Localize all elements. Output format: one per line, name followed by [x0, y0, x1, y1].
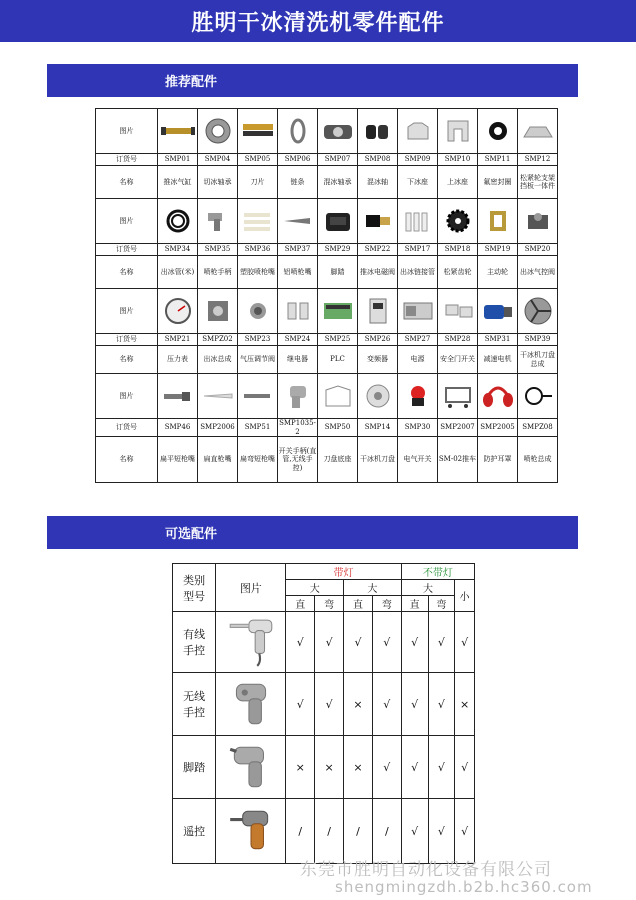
availability-mark: √ [455, 612, 475, 673]
disc-icon [520, 297, 556, 325]
part-image-cell [278, 199, 318, 244]
part-image-cell [438, 109, 478, 154]
part-image-cell [238, 374, 278, 419]
part-name: 松紧轮支架挡板一体件 [518, 166, 558, 199]
availability-mark: √ [372, 673, 401, 736]
part-image-cell [318, 109, 358, 154]
availability-mark: √ [286, 673, 315, 736]
disc-base-icon [320, 382, 356, 410]
pedal-gun-icon [223, 741, 279, 793]
part-code: SMP06 [278, 154, 318, 166]
part-image-cell [278, 109, 318, 154]
option-row [173, 673, 475, 736]
part-code: SMP30 [398, 419, 438, 437]
image-row [96, 109, 558, 154]
option-type-cell [173, 612, 216, 673]
option-row [173, 736, 475, 799]
name-row [96, 437, 558, 483]
part-image-cell [478, 109, 518, 154]
part-name: 减速电机 [478, 346, 518, 374]
part-image-cell [198, 109, 238, 154]
part-code: SMP51 [238, 419, 278, 437]
part-code: SMP1035-2 [279, 419, 316, 436]
option-image-cell [216, 736, 286, 799]
name-row [96, 166, 558, 199]
row-label-name: 名称 [96, 256, 158, 289]
part-code: SMP09 [398, 154, 438, 166]
corner-label-model: 型号 [183, 589, 206, 603]
part-image-cell [278, 374, 318, 419]
without-light-small: 小 [455, 580, 475, 612]
availability-mark: √ [372, 612, 401, 673]
switch-icon [440, 297, 476, 325]
part-image-cell [198, 374, 238, 419]
part-name: 喷枪总成 [518, 437, 558, 483]
row-label-image: 图片 [96, 109, 158, 154]
plc-icon [320, 297, 356, 325]
part-image-cell [478, 374, 518, 419]
name-row [96, 256, 558, 289]
row-label-image: 图片 [96, 374, 158, 419]
bearing-icon [200, 117, 236, 145]
part-name: 脚踏 [318, 256, 358, 289]
code-row [96, 334, 558, 346]
image-row [96, 199, 558, 244]
with-light-large-2: 大 [344, 580, 402, 596]
hose-icon [160, 207, 196, 235]
part-name: 安全门开关 [438, 346, 478, 374]
col-straight: 直 [286, 596, 315, 612]
part-image-cell [358, 374, 398, 419]
remote-gun-icon [223, 805, 279, 857]
availability-mark: √ [455, 736, 475, 799]
page-title: 胜明干冰清洗机零件配件 [0, 0, 636, 42]
part-code: SMP20 [518, 244, 558, 256]
availability-mark: √ [428, 799, 455, 864]
col-bent: 弯 [428, 596, 455, 612]
part-name: 松紧齿轮 [438, 256, 478, 289]
part-code: SMP18 [438, 244, 478, 256]
option-type-cell [173, 673, 216, 736]
part-code: SMP2006 [198, 419, 238, 437]
part-code: SMP2005 [478, 419, 518, 437]
part-name: 气压调节阀 [238, 346, 278, 374]
part-name: 喷枪手柄 [198, 256, 238, 289]
availability-mark: √ [286, 612, 315, 673]
col-straight: 直 [401, 596, 428, 612]
part-name: 扁平短枪嘴 [158, 437, 198, 483]
part-image-cell [238, 199, 278, 244]
part-image-cell [198, 199, 238, 244]
row-label-name: 名称 [96, 437, 158, 483]
part-name: 刀片 [238, 166, 278, 199]
cart-icon [440, 382, 476, 410]
part-code: SMP36 [238, 244, 278, 256]
part-code: SMP2007 [438, 419, 478, 437]
part-name: 链条 [278, 166, 318, 199]
part-name: 上冰座 [438, 166, 478, 199]
part-name: 防护耳罩 [478, 437, 518, 483]
part-image-cell [318, 289, 358, 334]
blade-disc-icon [360, 382, 396, 410]
part-code: SMP27 [398, 334, 438, 346]
part-name: 继电器 [278, 346, 318, 374]
row-label-code: 订货号 [96, 244, 158, 256]
part-name: 切冰轴承 [198, 166, 238, 199]
with-light-header: 带灯 [286, 564, 401, 580]
wired-gun-icon [223, 616, 279, 668]
availability-mark: √ [344, 612, 373, 673]
part-name: 压力表 [158, 346, 198, 374]
part-name: 下冰座 [398, 166, 438, 199]
image-row [96, 289, 558, 334]
aluminum-nozzle-icon [280, 207, 316, 235]
availability-mark: × [455, 673, 475, 736]
part-image-cell [518, 199, 558, 244]
availability-mark: √ [401, 799, 428, 864]
handle-icon [200, 207, 236, 235]
motor-icon [480, 297, 516, 325]
earmuffs-icon [480, 382, 516, 410]
part-name: 刀盘底座 [318, 437, 358, 483]
part-image-cell [478, 289, 518, 334]
watermark-url: shengmingzdh.b2b.hc360.com [335, 878, 593, 896]
part-name: 干冰机刀盘 [358, 437, 398, 483]
blade-icon [240, 117, 276, 145]
section-recommended-header: 推荐配件 [47, 64, 578, 97]
shaft-icon [360, 117, 396, 145]
optional-parts-table [172, 563, 475, 864]
gun-handle-icon [280, 382, 316, 410]
flat-straight-nozzle-icon [200, 382, 236, 410]
psu-icon [400, 297, 436, 325]
row-label-name: 名称 [96, 166, 158, 199]
part-code: SMP25 [318, 334, 358, 346]
availability-mark: / [315, 799, 344, 864]
availability-mark: × [315, 736, 344, 799]
part-image-cell [518, 109, 558, 154]
part-name: PLC [318, 346, 358, 374]
col-bent: 弯 [315, 596, 344, 612]
wireless-gun-icon [223, 678, 279, 730]
gauge-icon [160, 297, 196, 325]
part-image-cell [318, 374, 358, 419]
part-code: SMP07 [318, 154, 358, 166]
watermark-company: 东莞市胜明自动化设备有限公司 [300, 860, 552, 880]
flat-bent-nozzle-icon [240, 382, 276, 410]
valve-icon [520, 207, 556, 235]
availability-mark: / [286, 799, 315, 864]
part-code: SMPZ02 [198, 334, 238, 346]
availability-mark: √ [428, 736, 455, 799]
part-name: 塑胶喷枪嘴 [238, 256, 278, 289]
part-image-cell [158, 199, 198, 244]
part-code: SMP19 [478, 244, 518, 256]
pedal-icon [320, 207, 356, 235]
row-label-code: 订货号 [96, 334, 158, 346]
availability-mark: √ [428, 612, 455, 673]
part-image-cell [438, 199, 478, 244]
part-name: SM-02推车 [438, 437, 478, 483]
row-label-code: 订货号 [96, 154, 158, 166]
part-code: SMP05 [238, 154, 278, 166]
without-light-large: 大 [401, 580, 455, 596]
availability-mark: √ [401, 736, 428, 799]
part-name: 电源 [398, 346, 438, 374]
inverter-icon [360, 297, 396, 325]
solenoid-icon [360, 207, 396, 235]
availability-mark: √ [372, 736, 401, 799]
availability-mark: × [286, 736, 315, 799]
part-code: SMP50 [318, 419, 358, 437]
part-code: SMP10 [438, 154, 478, 166]
part-image-cell [158, 374, 198, 419]
part-image-cell [438, 289, 478, 334]
part-name: 推冰电磁阀 [358, 256, 398, 289]
part-name: 出冰总成 [198, 346, 238, 374]
part-code: SMP37 [278, 244, 318, 256]
part-name: 出冰管(米) [158, 256, 198, 289]
part-image-cell [398, 374, 438, 419]
corner-header-cell [173, 564, 216, 612]
part-image-cell [398, 109, 438, 154]
cylinder-icon [160, 117, 196, 145]
option-image-cell [216, 673, 286, 736]
part-name: 主动轮 [478, 256, 518, 289]
option-type-label: 手控 [183, 644, 206, 657]
row-label-code: 订货号 [96, 419, 158, 437]
ring-icon [480, 117, 516, 145]
gun-assembly-icon [520, 382, 556, 410]
row-label-image: 图片 [96, 289, 158, 334]
code-row [96, 419, 558, 437]
part-image-cell [358, 199, 398, 244]
name-row [96, 346, 558, 374]
outlet-icon [200, 297, 236, 325]
part-code: SMP01 [158, 154, 198, 166]
part-code: SMP28 [438, 334, 478, 346]
part-code: SMP35 [198, 244, 238, 256]
part-code: SMP46 [158, 419, 198, 437]
regulator-icon [240, 297, 276, 325]
availability-mark: √ [401, 673, 428, 736]
option-type-cell [173, 799, 216, 864]
corner-label-category: 类别 [183, 573, 206, 587]
part-code: SMPZ08 [518, 419, 558, 437]
part-name: 扁弯短枪嘴 [238, 437, 278, 483]
part-name: 混冰轴 [358, 166, 398, 199]
availability-mark: × [344, 673, 373, 736]
part-name: 推冰气缸 [158, 166, 198, 199]
part-code: SMP12 [518, 154, 558, 166]
part-code: SMP08 [358, 154, 398, 166]
tubes-icon [400, 207, 436, 235]
without-light-header: 不带灯 [401, 564, 474, 580]
code-row [96, 154, 558, 166]
part-image-cell [398, 289, 438, 334]
part-name: 开关手柄(直管,无线手控) [278, 437, 318, 483]
part-code: SMP11 [478, 154, 518, 166]
part-image-cell [238, 109, 278, 154]
block-icon [400, 117, 436, 145]
part-name: 变频器 [358, 346, 398, 374]
part-code: SMP22 [358, 244, 398, 256]
part-image-cell [478, 199, 518, 244]
plate-icon [520, 117, 556, 145]
option-row [173, 612, 475, 673]
part-image-cell [438, 374, 478, 419]
part-image-cell [518, 374, 558, 419]
option-row [173, 799, 475, 864]
part-code: SMP29 [318, 244, 358, 256]
image-header: 图片 [216, 564, 286, 612]
option-type-cell [173, 736, 216, 799]
part-name: 干冰机刀盘总成 [518, 346, 558, 374]
part-name: 铝喷枪嘴 [278, 256, 318, 289]
part-code: SMP17 [398, 244, 438, 256]
option-image-cell [216, 799, 286, 864]
availability-mark: √ [401, 612, 428, 673]
option-type-label: 无线 [183, 690, 206, 703]
part-name: 氟密封圈 [478, 166, 518, 199]
part-name: 出冰链接管 [398, 256, 438, 289]
part-code: SMP24 [278, 334, 318, 346]
availability-mark: √ [315, 612, 344, 673]
col-straight: 直 [344, 596, 373, 612]
part-name: 电气开关 [398, 437, 438, 483]
availability-mark: × [344, 736, 373, 799]
part-image-cell [358, 289, 398, 334]
code-row [96, 244, 558, 256]
part-image-cell [318, 199, 358, 244]
part-code: SMP39 [518, 334, 558, 346]
part-image-cell [238, 289, 278, 334]
seat-icon [440, 117, 476, 145]
part-code: SMP34 [158, 244, 198, 256]
availability-mark: / [344, 799, 373, 864]
sprocket-icon [480, 207, 516, 235]
section-optional-header: 可选配件 [47, 516, 578, 549]
part-image-cell [518, 289, 558, 334]
part-code: SMP04 [198, 154, 238, 166]
option-type-label: 手控 [183, 706, 206, 719]
part-code: SMP26 [358, 334, 398, 346]
option-type-label: 脚踏 [183, 761, 206, 774]
with-light-large-1: 大 [286, 580, 344, 596]
availability-mark: √ [315, 673, 344, 736]
availability-mark: √ [428, 673, 455, 736]
row-label-name: 名称 [96, 346, 158, 374]
part-image-cell [158, 109, 198, 154]
plastic-nozzle-icon [240, 207, 276, 235]
col-bent: 弯 [372, 596, 401, 612]
relay-icon [280, 297, 316, 325]
gear-icon [440, 207, 476, 235]
flat-short-nozzle-icon [160, 382, 196, 410]
part-name: 扁直枪嘴 [198, 437, 238, 483]
option-image-cell [216, 612, 286, 673]
part-image-cell [278, 289, 318, 334]
part-name: 出冰气控阀 [518, 256, 558, 289]
availability-mark: √ [455, 799, 475, 864]
row-label-image: 图片 [96, 199, 158, 244]
option-type-label: 遥控 [183, 825, 206, 838]
part-name: 混冰轴承 [318, 166, 358, 199]
image-row [96, 374, 558, 419]
estop-icon [400, 382, 436, 410]
part-image-cell [158, 289, 198, 334]
availability-mark: / [372, 799, 401, 864]
part-code: SMP23 [238, 334, 278, 346]
part-code: SMP31 [478, 334, 518, 346]
part-image-cell [198, 289, 238, 334]
part-image-cell [398, 199, 438, 244]
part-image-cell [358, 109, 398, 154]
part-code: SMP14 [358, 419, 398, 437]
recommended-parts-table [95, 108, 558, 483]
bearing-housing-icon [320, 117, 356, 145]
option-type-label: 有线 [183, 628, 206, 641]
part-code: SMP21 [158, 334, 198, 346]
chain-icon [280, 117, 316, 145]
